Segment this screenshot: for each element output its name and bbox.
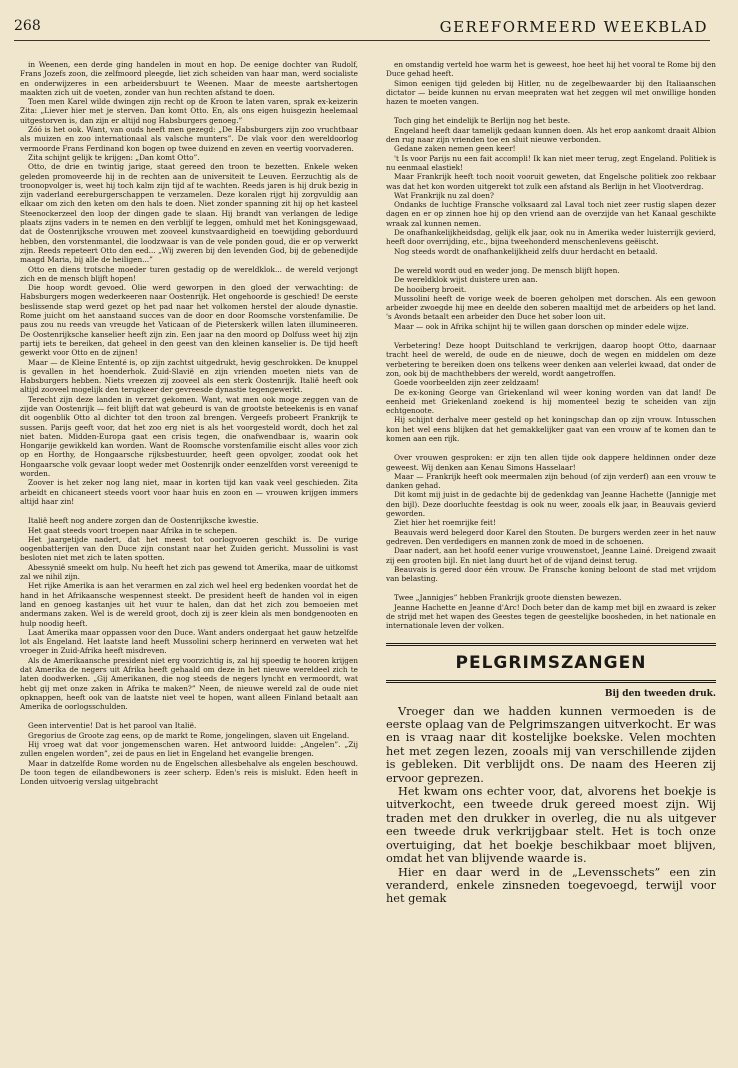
paragraph: Daar nadert, aan het hoofd eener vurige vrouwenstoet, Jeanne Lainé. Dreigend zwaait zij een grooten bijl. En niet lang duurt het of de vijand deinst terug.	[386, 546, 716, 565]
publication-title: GEREFORMEERD WEEKBLAD	[439, 18, 708, 36]
paragraph: Mussolini heeft de vorige week de boeren geholpen met dorschen. Als een gewoon arbeider zwoegde hij mee en deelde den soberen maaltijd met de arbeiders op het land. 's Avonds betaalt een arbeider den Duce het sober loon uit.	[386, 293, 716, 322]
paragraph: Geen interventie! Dat is het parool van Italië.	[28, 721, 197, 731]
right-column	[386, 60, 716, 1060]
paragraph: Dit komt mij juist in de gedachte bij de gedenkdag van Jeanne Hachette (Jannigje met den bijl). Deze doorluchte feestdag is ook nu weer, zooals elk jaar, in Beauvais gevierd geworden.	[386, 490, 716, 519]
article-paragraph: Vroeger dan we hadden kunnen vermoeden is de eerste oplaag van de Pelgrimszangen uitverkocht. Er was en is vraag naar dit kostelijke boekske. Velen mochten het met zegen lezen, zooals mij van verschillende zijden is gebleken. Dit verblijdt ons. De naam des Heeren zij ervoor geprezen.	[386, 704, 716, 785]
paragraph: 't Is voor Parijs nu een fait accompli! Ik kan niet meer terug, zegt Engeland. Politiek is nu eenmaal elastiek!	[386, 153, 716, 172]
paragraph: Hij schijnt derhalve meer gesteld op het koningschap dan op zijn vrouw. Intusschen kon het wel eens blijken dat het gemakkelijker gaat van een vrouw af te komen dan te komen aan een rijk.	[386, 415, 716, 443]
paragraph: Beauvais is gered door één vrouw. De Fransche koning beloont de stad met vrijdom van belasting.	[386, 564, 716, 584]
paragraph: Zoover is het zeker nog lang niet, maar in korten tijd kan vaak veel geschieden. Zita arbeidt en chicaneert steeds voort voor haar huis en zoon en — vrouwen krijgen immers altijd haar zin!	[20, 478, 358, 506]
paragraph: Otto en diens trotsche moeder turen gestadig op de wereldklok... de wereld verjongt zich en de mensch blijft hopen!	[20, 264, 358, 283]
article-paragraph: Het kwam ons echter voor, dat, alvorens het boekje is uitverkocht, een tweede druk gereed moest zijn. Wij traden met den drukker in overleg, die nu als uitgever een tweede druk verkrijgbaar stelt. Het is toch onze overtuiging, dat het boekje beschikbaar moet blijven, omdat het van blijvende waarde is.	[386, 785, 716, 866]
article-title-banner	[386, 643, 716, 683]
article-title: PELGRIMSZANGEN	[455, 652, 647, 673]
paragraph: Maar Frankrijk heeft toch nooit vooruit geweten, dat Engelsche politiek zoo rekbaar was dat het kon worden uitgerekt tot zulk een afstand als Berlijn in het Vlootverdrag.	[386, 172, 716, 191]
paragraph: en omstandig verteld hoe warm het is geweest, hoe heet hij het vooral te Rome bij den Duce gehad heeft.	[386, 60, 716, 79]
paragraph: Wat Frankrijk nu zal doen?	[394, 190, 494, 200]
paragraph: Het rijke Amerika is aan het verarmen en zal zich wel heel erg bedenken voordat het de hand in het Afrikaansche wespennest steekt. De president heeft de handen vol in eigen land en genoeg kastanjes uit het vuur te halen, dan dat het zich zou bemoeien met andermans zaken. Wel is de wereld groot, doch zij is zeer klein als men bondgenooten en hulp noodig heeft.	[20, 581, 358, 628]
paragraph: Maar — de Kleine Ententé is, op zijn zachtst uitgedrukt, hevig geschrokken. De knuppel is gevallen in het hoenderhok. Zuid-Slavië en zijn vrienden moeten niets van de Habsburgers hebben. Niets vreezen zij zooveel als een sterk Oostenrijk. Italië heeft ook altijd zooveel mogelijk den terugkeer der gevreesde dynastie tegengewerkt.	[20, 357, 358, 395]
paragraph: De ex-koning George van Griekenland wil weer koning worden van dat land! De eenheid met Griekenland zoekend is hij momenteel bezig te scheiden van zijn echtgenoote.	[386, 387, 716, 416]
paragraph: De wereldklok wijst duistere uren aan.	[394, 275, 538, 285]
paragraph: Beauvais werd belegerd door Karel den Stouten. De burgers werden zeer in het nauw gedreven. Den verdedigers en mannen zonk de moed in de schoenen.	[386, 527, 716, 546]
paragraph: De wereld wordt oud en weder jong. De mensch blijft hopen.	[394, 265, 620, 275]
paragraph: Nog steeds wordt de onafhankelijkheid zelfs duur herdacht en betaald.	[394, 246, 658, 256]
article-subtitle: Bij den tweeden druk.	[604, 688, 716, 699]
paragraph: Verbetering! Deze hoopt Duitschland te verkrijgen, daarop hoopt Otto, daarnaar tracht heel de wereld, de oude en de nieuwe, doch de wegen en middelen om deze verbetering te bereiken doen ons telkens weer denken aan velerlei kwaad, dat onder de zon, ook bij de machthebbers der wereld, wordt aangetroffen.	[386, 341, 716, 378]
paragraph: Abessynië smeekt om hulp. Nu heeft het zich pas gewend tot Amerika, maar de uitkomst zal we nihil zijn.	[20, 562, 358, 582]
paragraph: Terecht zijn deze landen in verzet gekomen. Want, wat men ook moge zeggen van de zijde van Oostenrijk — feit blijft dat wat gebeurd is van de grootste beteekenis is en vanaf dit oogenblik Otto al dichter tot den troon zal brengen. Vergeefs probeert Frankrijk te sussen. Parijs geeft voor, dat het zoo erg niet is als het voorgesteld wordt, doch het zal niet baten. Midden-Europa gaat een crisis tegen, die onafwendbaar is, waarin ook Hongarije gewikkeld kan worden. Want de Roomsche vorstenfamilie eischt alles voor zich op en Horthy, de Hongaarsche rijksbestuurder, heeft geen opvolger, zoodat ook het Hongaarsche volk gevaar loopt weder met Oostenrijk onder eenzelfden vorst vereenigd te worden.	[20, 394, 358, 479]
paragraph: Engeland heeft daar tamelijk gedaan kunnen doen. Als het erop aankomt draait Albion den rug naar zijn vrienden toe en sluit nieuwe verbonden.	[386, 125, 716, 145]
paragraph: Maar — Frankrijk heeft ook meermalen zijn behoud (of zijn verderf) aan een vrouw te danken gehad.	[386, 471, 716, 491]
paragraph: Simon eenigen tijd geleden bij Hitler, nu de zegelbewaarder bij den Italiaanschen dictator — beide kunnen nu ervan meepraten wat het zeggen wil met onwillige honden hazen te moeten vangen.	[386, 78, 716, 107]
paragraph: De hooiberg broeit.	[394, 284, 467, 294]
paragraph: Zita schijnt gelijk te krijgen: „Dan komt Otto”.	[28, 152, 200, 162]
paragraph: Jeanne Hachette en Jeanne d'Arc! Doch beter dan de kamp met bijl en zwaard is zeker de strijd met het wapen des Geestes tegen de geestelijke boosheden, in het nationale en internationale leven der volken.	[386, 602, 716, 631]
paragraph: in Weenen, een derde ging handelen in mout en hop. De eenige dochter van Rudolf, Frans Jozefs zoon, die zelfmoord pleegde, liet zich scheiden van haar man, werd socialiste en onderwijzeres in een arbeidersbuurt te Weenen. Maar de meeste aartshertogen maakten zich uit de voeten, zonder van hun rechten afstand te doen.	[20, 60, 358, 97]
paragraph: Gedane zaken nemen geen keer!	[394, 144, 516, 154]
paragraph: Ondanks de luchtige Fransche volksaard zal Laval toch niet zeer rustig slapen dezer dagen en er op zinnen hoe hij op den vriend aan de overzijde van het Kanaal geschikte wraak zal kunnen nemen.	[386, 200, 716, 228]
page-number: 268	[14, 18, 41, 34]
paragraph: Ziet hier het roemrijke feit!	[394, 518, 496, 528]
paragraph: Zóó is het ook. Want, van ouds heeft men gezegd: „De Habsburgers zijn zoo vruchtbaar als muizen en zoo internationaal als valsche munters”. De vlak voor den wereldoorlog vermoorde Frans Ferdinand kon bogen op twee duizend en zeven en veertig voorvaderen.	[20, 125, 358, 153]
paragraph: Toen men Karel wilde dwingen zijn recht op de Kroon te laten varen, sprak ex-keizerin Zita: „Liever hier met je sterven. Dan komt Otto. En, als ons eigen huisgezin heelemaal uitgestorven is, dan zijn er altijd nog Habsburgers genoeg.”	[20, 97, 358, 125]
paragraph: Het gaat steeds voort troepen naar Afrika in te schepen.	[28, 525, 238, 535]
paragraph: Over vrouwen gesproken: er zijn ten allen tijde ook dappere heldinnen onder deze geweest. Wij denken aan Kenau Simons Hasselaar!	[386, 453, 716, 472]
paragraph: Maar — ook in Afrika schijnt hij te willen gaan dorschen op minder edele wijze.	[394, 321, 689, 331]
paragraph: Twee „Jannigjes” hebben Frankrijk groote diensten bewezen.	[394, 593, 622, 603]
paragraph: Maar in datzelfde Rome worden nu de Engelschen allesbehalve als engelen beschouwd. De toon tegen de eilandbewoners is zeer scherp. Eden's reis is mislukt. Eden heeft in Londen uitvoerig verslag uitgebracht	[20, 758, 358, 787]
paragraph: Hij vroeg wat dat voor jongemenschen waren. Het antwoord luidde: „Angelen”. „Zij zullen engelen worden”, zei de paus en liet in Engeland het evangelie brengen.	[20, 740, 358, 759]
paragraph: De onafhankelijkheidsdag, gelijk elk jaar, ook nu in Amerika weder luisterrijk gevierd, heeft door overrijding, etc., bijna tweehonderd menschenlevens geëischt.	[386, 228, 716, 247]
paragraph: Die hoop wordt gevoed. Olie werd geworpen in den gloed der verwachting: de Habsburgers mogen wederkeeren naar Oostenrijk. Het ongehoorde is geschied! De eerste beslissende stap werd gezet op het pad naar het volkomen herstel der aloude dynastie. Rome juicht om het aanstaand succes van de door en door Roomsche vorstenfamilie. De paus zou nu reeds van vreugde het Vaticaan of de Pieterskerk willen laten illumineeren. De Oostenrijksche kanselier heeft zijn zin. Een jaar na den moord op Dolfuss weet hij zijn partij iets te bereiken, dat geheel in den geest van den kleinen kanselier is. De tijd heeft gewerkt voor Otto en de zijnen!	[20, 283, 358, 358]
paragraph: Otto, de drie en twintig jarige, staat gereed den troon te bezetten. Enkele weken geleden promoveerde hij in de rechten aan de universiteit te Leuven. Eerzuchtig als de troonopvolger is, weet hij toch kalm zijn tijd af te wachten. Reeds jaren is hij druk bezig in zijn vaderland eereburgerschappen te verzamelen. Deze koralen rijgt hij zorgvuldig aan elkaar om zich den keten om den hals te doen. Niet zonder spanning zit hij op het kasteel Steenockerzeel den loop der dingen gade te slaan. Hij brandt van verlangen de ledige plaats zijns vaders in te nemen en den verblijf te leggen, omhuld met het Koningsgewaad, dat de Oostenrijksche vrouwen met zooveel kunstvaardigheid en toewijding geborduurd hebben, den vorstenmantel, die loodzwaar is van de vele ponden goud, die er op verwerkt zijn. Reeds repeteert Otto den eed... „Wij zweren bij den levenden God, bij de gebenedijde maagd Maria, bij alle de heiligen...”	[20, 162, 358, 265]
left-column	[20, 60, 358, 1060]
paragraph: Als de Amerikaansche president niet erg voorzichtig is, zal hij spoedig te hooren krijgen dat Amerika de negers uit Afrika heeft gehaald om deze in het nieuwe wereldeel zich te laten doodwerken. „Gij Amerikanen, die nog steeds de negers lyncht en vermoordt, wat hebt gij met onze zaken in Afrika te maken?” Neen, de nieuwe wereld zal de oude niet opknappen, heeft ook van de laatste niet veel te hopen, want alleen Finland betaalt aan Amerika de oorlogsschulden.	[20, 655, 358, 712]
article-paragraph: Hier en daar werd in de „Levensschets” een zin veranderd, enkele zinsneden toegevoegd, terwijl voor het gemak	[386, 865, 716, 906]
paragraph: Laat Amerika maar oppassen voor den Duce. Want anders ondergaat het gauw hetzelfde lot als Engeland. Het laatste land heeft Mussolini scherp herinnerd en verweten wat het vroeger in Zuid-Afrika heeft misdreven.	[20, 627, 358, 656]
paragraph: Toch ging het eindelijk te Berlijn nog het beste.	[394, 116, 571, 126]
header-rule	[14, 40, 710, 41]
paragraph: Italië heeft nog andere zorgen dan de Oostenrijksche kwestie.	[28, 516, 259, 526]
paragraph: Gregorius de Groote zag eens, op de markt te Rome, jongelingen, slaven uit Engeland.	[28, 730, 350, 740]
paragraph: Het jaargetijde nadert, dat het meest tot oorlogvoeren geschikt is. De vurige oogenbatterijen van den Duce zijn constant naar het Zuiden gericht. Mussolini is vast besloten niet met zich te laten spotten.	[20, 534, 358, 563]
paragraph: Goede voorbeelden zijn zeer zeldzaam!	[394, 378, 540, 388]
